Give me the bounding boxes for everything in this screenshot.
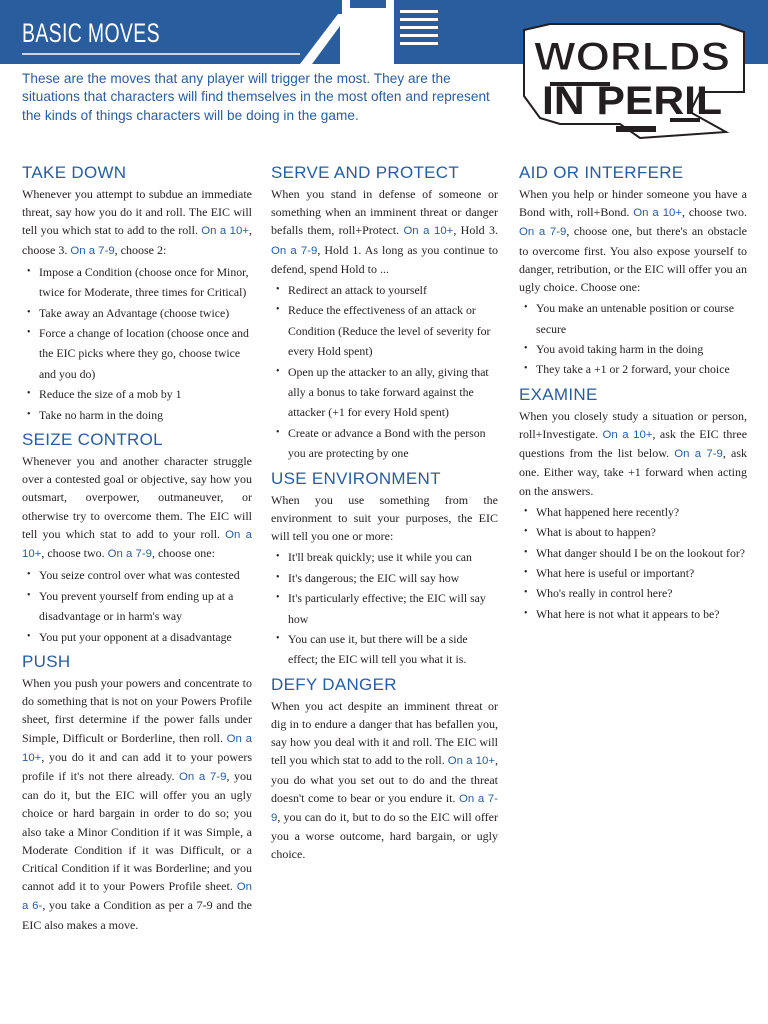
move-title: EXAMINE — [519, 384, 598, 404]
move-text: , choose two. — [41, 546, 108, 561]
intro-text: These are the moves that any player will trigger the most. They are the situations that characters will find themselves in the most often and represent the kinds of things characters will be doing in the game. — [22, 71, 490, 123]
move-option: • Reduce the effectiveness of an attack or Condition (Reduce the level of severity for every Hold spent) — [288, 300, 498, 361]
move-text: , choose two. — [682, 205, 747, 220]
roll-result-label: On a 6- — [22, 881, 252, 913]
move-title: SERVE AND PROTECT — [271, 163, 460, 182]
move-option: • Take no harm in the doing — [39, 405, 252, 425]
move-option: • Take away an Advantage (choose twice) — [39, 303, 252, 323]
roll-result-label: On a 10+ — [22, 732, 252, 764]
move-section — [271, 162, 498, 464]
move-title: DEFY DANGER — [271, 674, 397, 694]
move-options-list — [271, 547, 498, 669]
move-option: • Impose a Condition (choose once for Minor, twice for Moderate, three times for Critical) — [39, 262, 252, 303]
roll-result-label: On a 10+ — [447, 755, 495, 768]
move-text: , ask the EIC three questions from the list below. — [519, 427, 748, 461]
page-title: BASIC MOVES — [22, 18, 160, 48]
move-options-list — [271, 280, 498, 464]
move-section — [271, 674, 498, 870]
roll-result-label: On a 7-9 — [70, 244, 115, 257]
move-option: • Who's really in control here? — [536, 583, 747, 603]
move-text: , you can do it, but the EIC will offer you an ugly choice or hard bargain in order to do so; you also take a Minor Condition if it was Simple, a Moderate Condition if it was Difficult, or a Critical Condition if it was Borderline; and you cannot add it to your Powers Profile sheet. — [22, 768, 252, 894]
move-option: • Open up the attacker to an ally, giving that ally a bonus to take forward against the attacker (+1 for every Hold spent) — [288, 362, 498, 423]
worlds-in-peril-logo — [520, 22, 748, 140]
move-section — [22, 162, 252, 425]
move-description — [271, 185, 498, 278]
move-text: When you use something from the environment to suit your purposes, the EIC will tell you one or more: — [271, 492, 498, 544]
move-option: • What here is not what it appears to be? — [536, 604, 747, 624]
move-option: • You can use it, but there will be a side effect; the EIC will tell you what it is. — [288, 629, 498, 670]
move-option: • Reduce the size of a mob by 1 — [39, 384, 252, 404]
move-text: , choose 2: — [114, 242, 167, 257]
move-text: When you push your powers and concentrate to do something that is not on your Powers Profile sheet, first determine if the power falls under Simple, Difficult or Borderline, then roll. — [22, 675, 252, 745]
move-option: • Create or advance a Bond with the person you are protecting by one — [288, 423, 498, 464]
move-description — [519, 407, 747, 500]
move-description — [271, 491, 498, 546]
move-text: , choose 3. — [22, 223, 252, 257]
move-description — [22, 185, 252, 260]
move-title: PUSH — [22, 651, 71, 671]
move-description — [22, 452, 252, 563]
roll-result-label: On a 10+ — [602, 429, 653, 442]
move-section — [22, 651, 252, 940]
move-title: TAKE DOWN — [22, 163, 127, 182]
move-description — [519, 185, 747, 296]
move-option: • Redirect an attack to yourself — [288, 280, 498, 300]
column-1 — [22, 158, 252, 940]
roll-result-label: On a 10+ — [403, 225, 454, 238]
move-section — [519, 162, 747, 380]
move-title: AID OR INTERFERE — [519, 163, 684, 182]
move-option: • You put your opponent at a disadvantage — [39, 627, 252, 647]
move-title: USE ENVIRONMENT — [271, 468, 441, 488]
column-2 — [271, 158, 498, 870]
column-3 — [519, 158, 747, 628]
move-options-list — [519, 298, 747, 380]
move-description — [271, 697, 498, 864]
move-text: When you help or hinder someone you have a Bond with, roll+Bond. — [519, 187, 747, 220]
move-text: , you can do it, but to do so the EIC will offer you a worse outcome, hard bargain, or ugly choice. — [271, 809, 498, 862]
move-text: , choose one: — [151, 546, 215, 561]
move-text: Whenever you and another character struggle over a contested goal or objective, say how you outsmart, overpower, outmaneuver, or otherwise try to overcome them. The EIC will tell you which stat to add to your roll. — [22, 454, 252, 541]
move-option: • What here is useful or important? — [536, 563, 747, 583]
roll-result-label: On a 7-9 — [271, 244, 318, 257]
logo-line1: WORLDS — [534, 35, 730, 79]
move-option: • You avoid taking harm in the doing — [536, 339, 747, 359]
roll-result-label: On a 7-9 — [179, 770, 227, 783]
move-options-list — [22, 262, 252, 425]
move-text: When you closely study a situation or person, roll+Investigate. — [519, 408, 747, 442]
move-section — [22, 429, 252, 647]
move-text: , choose one, but there's an obstacle to overcome first. You also expose yourself to danger, retribution, or the EIC will offer you an ugly choice. Choose one: — [519, 224, 747, 295]
move-option: • What danger should I be on the lookout for? — [536, 543, 747, 563]
move-options-list — [519, 502, 747, 624]
move-option: • What happened here recently? — [536, 502, 747, 522]
move-text: , Hold 1. As long as you continue to defend, spend Hold to ... — [271, 242, 498, 276]
roll-result-label: On a 7-9 — [271, 792, 498, 824]
roll-result-label: On a 7-9 — [107, 548, 152, 561]
logo-line2: IN PERIL — [542, 79, 722, 123]
move-text: , Hold 3. — [453, 223, 498, 238]
move-description — [22, 674, 252, 934]
move-option: • You make an untenable position or course secure — [536, 298, 747, 339]
move-option: • It's particularly effective; the EIC will say how — [288, 588, 498, 629]
move-text: , you take a Condition as per a 7-9 and the EIC also makes a move. — [22, 898, 252, 932]
move-text: When you stand in defense of someone or something when an imminent threat or danger befalls them, roll+Protect. — [271, 187, 498, 238]
roll-result-label: On a 7-9 — [519, 226, 567, 239]
move-option: • It'll break quickly; use it while you can — [288, 547, 498, 567]
move-text: Whenever you attempt to subdue an immediate threat, say how you do it and roll. The EIC will tell you which stat to add to the roll. — [22, 187, 252, 238]
move-option: • You seize control over what was contested — [39, 565, 252, 585]
roll-result-label: On a 7-9 — [674, 448, 723, 461]
move-option: • Force a change of location (choose once and the EIC picks where they go, choose twice and you do) — [39, 323, 252, 384]
move-section — [271, 468, 498, 670]
move-options-list — [22, 565, 252, 647]
move-option: • What is about to happen? — [536, 522, 747, 542]
roll-result-label: On a 10+ — [201, 225, 249, 238]
move-text: , you do it and can add it to your powers profile if it's not there already. — [22, 749, 252, 783]
move-section — [519, 384, 747, 624]
move-option: • They take a +1 or 2 forward, your choice — [536, 359, 747, 379]
move-text: , ask one. Either way, take +1 forward when acting on the answers. — [519, 446, 747, 498]
roll-result-label: On a 10+ — [22, 528, 252, 561]
roll-result-label: On a 10+ — [633, 207, 683, 220]
move-text: , you do what you set out to do and the threat doesn't come to bear or you endure it. — [271, 753, 498, 805]
move-text: When you act despite an imminent threat or dig in to endure a danger that has befallen you, say how you deal with it and roll. The EIC will tell you which stat to add to the roll. — [271, 698, 498, 768]
move-option: • It's dangerous; the EIC will say how — [288, 568, 498, 588]
move-title: SEIZE CONTROL — [22, 430, 163, 450]
move-option: • You prevent yourself from ending up at a disadvantage or in harm's way — [39, 586, 252, 627]
